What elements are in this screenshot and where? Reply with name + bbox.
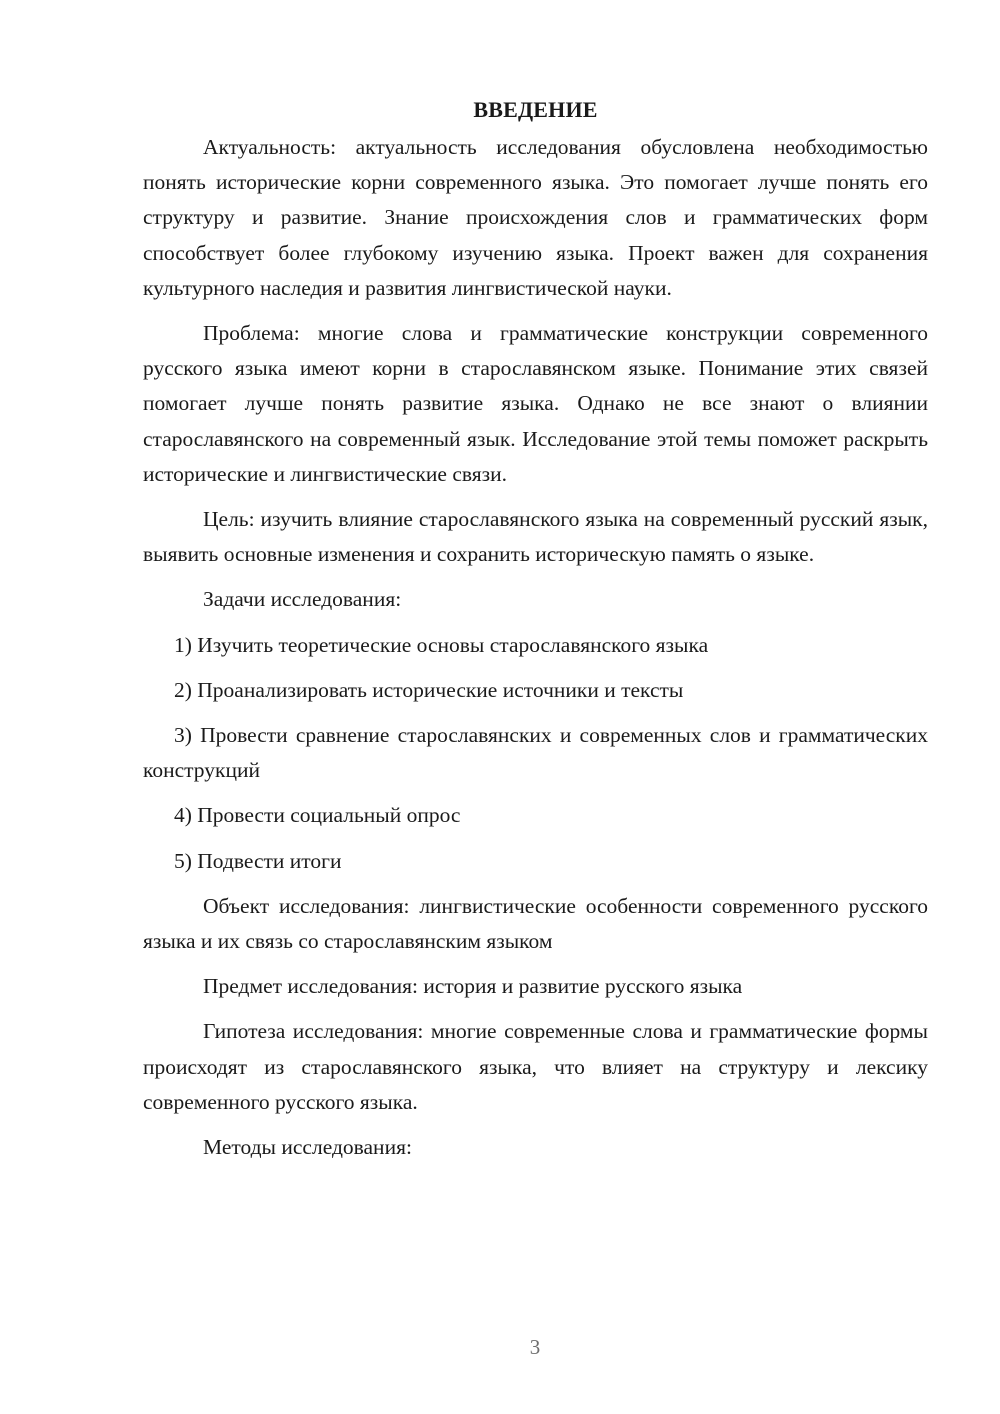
methods-heading: Методы исследования: [203,1135,412,1160]
paragraph-problem: Проблема: многие слова и грамматические конструкции современного русского языка имеют корни в старославянском языке. Понимание этих связей помогает лучше понять развитие языка. Однако не все знают о влиянии старославянского на современный язык. Исследование этой темы поможет раскрыть исторические и лингвистические связи. [143,321,928,486]
task-item-1: 1) Изучить теоретические основы старославянского языка [174,632,709,657]
task-item-4: 4) Провести социальный опрос [174,803,461,828]
section-title: ВВЕДЕНИЕ [473,97,598,122]
paragraph-hypothesis: Гипотеза исследования: многие современные слова и грамматические формы происходят из старославянского языка, что влияет на структуру и лексику современного русского языка. [143,1019,928,1114]
paragraph-subject: Предмет исследования: история и развитие русского языка [203,974,743,999]
tasks-heading: Задачи исследования: [203,587,402,612]
page-content [143,92,928,1175]
task-item-5: 5) Подвести итоги [174,848,342,873]
paragraph-object: Объект исследования: лингвистические особенности современного русского языка и их связь со старославянским языком [143,893,928,954]
task-item-3: 3) Провести сравнение старославянских и современных слов и грамматических конструкций [143,723,928,783]
page-number: 3 [529,1335,541,1359]
paragraph-relevance: Актуальность: актуальность исследования обусловлена необходимостью понять исторические корни современного языка. Это помогает лучше понять его структуру и развитие. Знание происхождения слов и грамматических форм способствует более глубокому изучению языка. Проект важен для сохранения культурного наследия и развития лингвистической науки. [143,135,928,300]
paragraph-goal: Цель: изучить влияние старославянского языка на современный русский язык, выявить основные изменения и сохранить историческую память о языке. [143,507,928,567]
task-item-2: 2) Проанализировать исторические источники и тексты [174,677,684,702]
